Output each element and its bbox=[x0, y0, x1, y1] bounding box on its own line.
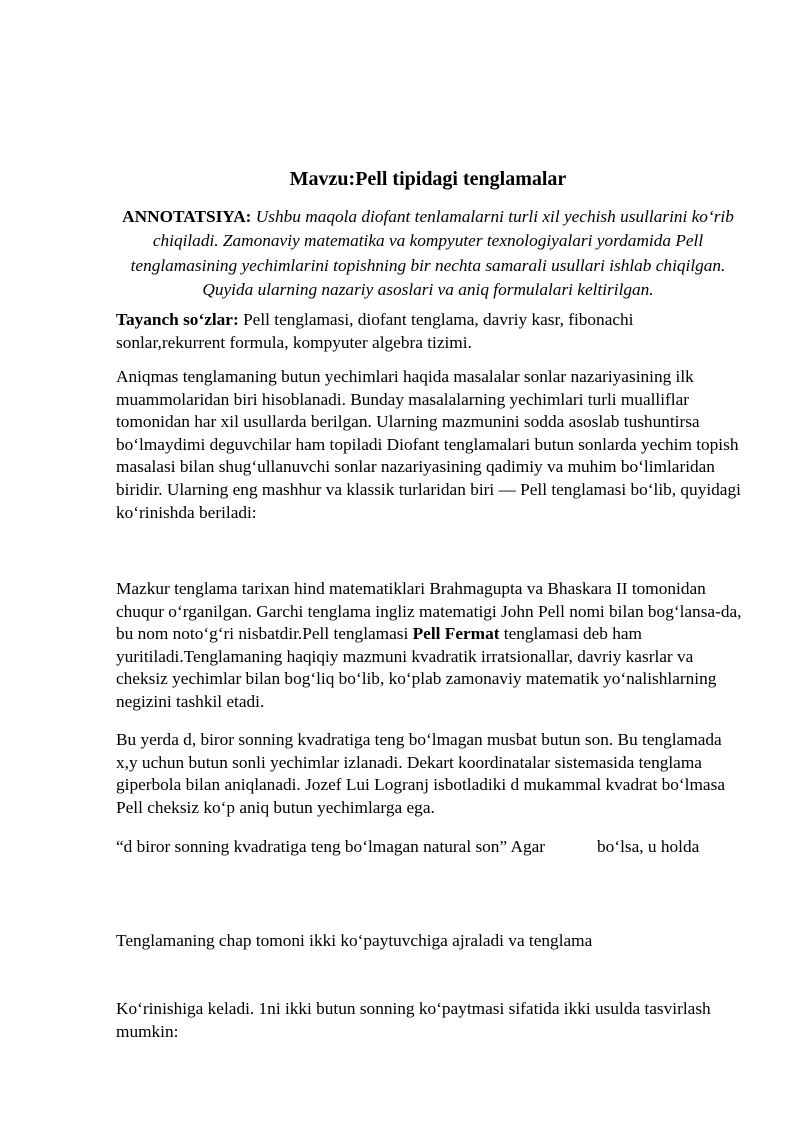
keywords-text: Pell tenglamasi, diofant tenglama, davriy kasr, fibonachi sonlar,rekurrent formula, kompyuter algebra tizimi. bbox=[116, 310, 634, 352]
paragraph-condition bbox=[116, 836, 744, 859]
keywords-paragraph bbox=[116, 309, 744, 354]
paragraph-form: Ko‘rinishiga keladi. 1ni ikki butun sonning ko‘paytmasi sifatida ikki usulda tasvirlash mumkin: bbox=[116, 999, 711, 1041]
paragraph-condition-end: bo‘lsa, u holda bbox=[597, 837, 700, 856]
paragraph-history-bold: Pell Fermat bbox=[412, 624, 500, 644]
abstract-text: Ushbu maqola diofant tenlamalarni turli xil yechish usullarini ko‘rib chiqiladi. Zamonaviy matematika va kompyuter texnologiyalari yordamida Pell tenglamasining yechimlarini topishning bir nechta samarali usullari ishlab chiqilgan. Quyida ularning nazariy asoslari va aniq formulalari keltirilgan. bbox=[130, 207, 734, 299]
formula-placeholder bbox=[116, 532, 744, 562]
paragraph-definition: Bu yerda d, biror sonning kvadratiga teng bo‘lmagan musbat butun son. Bu tenglamada x,y uchun butun sonli yechimlar izlanadi. Dekart koordinatalar sistemasida tenglama giperbola bilan aniqlanadi. Jozef Lui Logranj isbotladiki d mukammal kvadrat bo‘lmasa Pell cheksiz ko‘p aniq butun yechimlarga ega. bbox=[116, 730, 725, 817]
formula-placeholder bbox=[116, 960, 744, 990]
paragraph-history-end: tenglamasi deb ham yuritiladi.Tenglamaning haqiqiy mazmuni kvadratik irratsionallar, davriy kasrlar va cheksiz yechimlar bilan bog‘liq bo‘lib, ko‘plab zamonaviy matematik yo‘nalishlarning negizini tashkil etadi. bbox=[116, 624, 717, 711]
paragraph-condition-start: “d biror sonning kvadratiga teng bo‘lmagan natural son” Agar bbox=[116, 837, 546, 856]
paragraph-history bbox=[116, 578, 744, 714]
abstract-label: ANNOTATSIYA: bbox=[122, 207, 252, 226]
paragraph-intro: Aniqmas tenglamaning butun yechimlari haqida masalalar sonlar nazariyasining ilk muammolaridan biri hisoblanadi. Bunday masalalarning yechimlari turli mualliflar tomonidan har xil usullarda berilgan. Ularning mazmunini sodda asoslab tushuntirsa bo‘lmaydimi deguvchilar ham topiladi Diofant tenglamalari butun sonlarda yechim topish masalasi bilan shug‘ullanuvchi sonlar nazariyasining qadimiy va muhim bo‘limlaridan biridir. Ularning eng mashhur va klassik turlaridan biri — Pell tenglamasi bo‘lib, quyidagi ko‘rinishda beriladi: bbox=[116, 367, 741, 522]
abstract bbox=[117, 205, 739, 302]
formula-placeholder bbox=[116, 888, 744, 918]
keywords-label: Tayanch so‘zlar: bbox=[116, 310, 239, 329]
paragraph-history-start: Mazkur tenglama tarixan hind matematiklari Brahmagupta va Bhaskara II tomonidan chuqur o‘rganilgan. Garchi tenglama ingliz matematigi John Pell nomi bilan bog‘lansa-da, bu nom noto‘g‘ri nisbatdir.Pell tenglamasi bbox=[116, 579, 742, 644]
page-title: Mavzu:Pell tipidagi tenglamalar bbox=[289, 168, 567, 190]
paragraph-factor: Tenglamaning chap tomoni ikki ko‘paytuvchiga ajraladi va tenglama bbox=[116, 931, 593, 950]
